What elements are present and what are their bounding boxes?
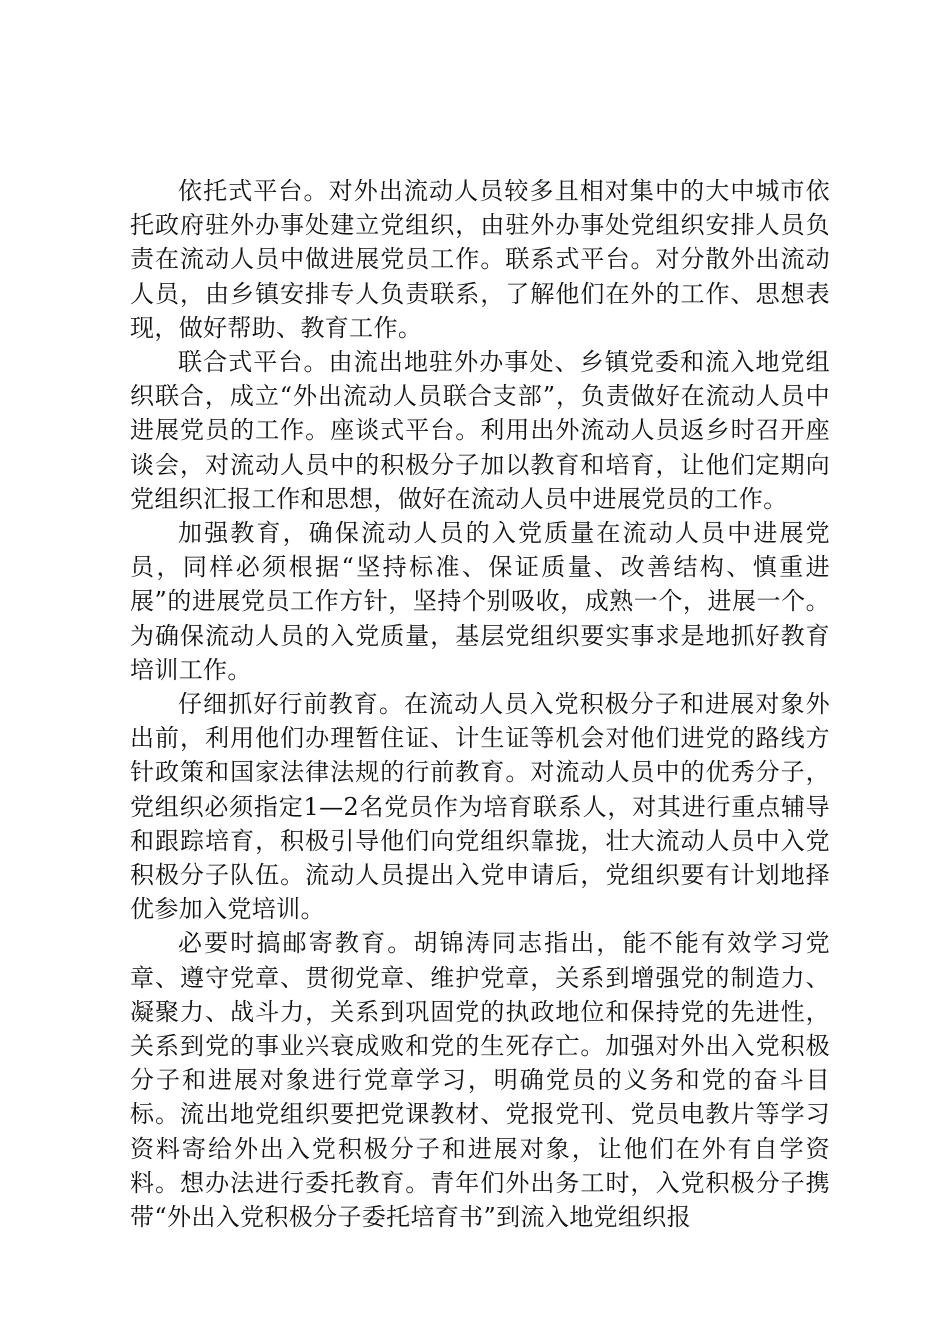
paragraph-reliance-platform: 依托式平台。对外出流动人员较多且相对集中的大中城市依托政府驻外办事处建立党组织，由驻外办事处党组织安排人员负责在流动人员中做进展党员工作。联系式平台。对分散外出流动人员，由乡镇安排专人负责联系，了解他们在外的工作、思想表现，做好帮助、教育工作。	[130, 177, 830, 342]
paragraph-strengthen-education: 加强教育，确保流动人员的入党质量在流动人员中进展党员，同样必须根据“坚持标准、保证质量、改善结构、慎重进展”的进展党员工作方针，坚持个别吸收，成熟一个，进展一个。为确保流动人员的入党质量，基层党组织要实事求是地抓好教育培训工作。	[130, 519, 830, 684]
document-body	[130, 174, 830, 1234]
paragraph-mail-education: 必要时搞邮寄教育。胡锦涛同志指出，能不能有效学习党章、遵守党章、贯彻党章、维护党章，关系到增强党的制造力、凝聚力、战斗力，关系到巩固党的执政地位和保持党的先进性，关系到党的事业兴衰成败和党的生死存亡。加强对外出入党积极分子和进展对象进行党章学习，明确党员的义务和党的奋斗目标。流出地党组织要把党课教材、党报党刊、党员电教片等学习资料寄给外出入党积极分子和进展对象，让他们在外有自学资料。想办法进行委托教育。青年们外出务工时，入党积极分子携带“外出入党积极分子委托培育书”到流入地党组织报	[130, 929, 830, 1232]
paragraph-joint-platform: 联合式平台。由流出地驻外办事处、乡镇党委和流入地党组织联合，成立“外出流动人员联合支部”，负责做好在流动人员中进展党员的工作。座谈式平台。利用出外流动人员返乡时召开座谈会，对流动人员中的积极分子加以教育和培育，让他们定期向党组织汇报工作和思想，做好在流动人员中进展党员的工作。	[130, 348, 830, 513]
paragraph-pre-departure-education: 仔细抓好行前教育。在流动人员入党积极分子和进展对象外出前，利用他们办理暂住证、计生证等机会对他们进党的路线方针政策和国家法律法规的行前教育。对流动人员中的优秀分子，党组织必须指定1—2名党员作为培育联系人，对其进行重点辅导和跟踪培育，积极引导他们向党组织靠拢，壮大流动人员中入党积极分子队伍。流动人员提出入党申请后，党组织要有计划地择优参加入党培训。	[130, 690, 830, 924]
